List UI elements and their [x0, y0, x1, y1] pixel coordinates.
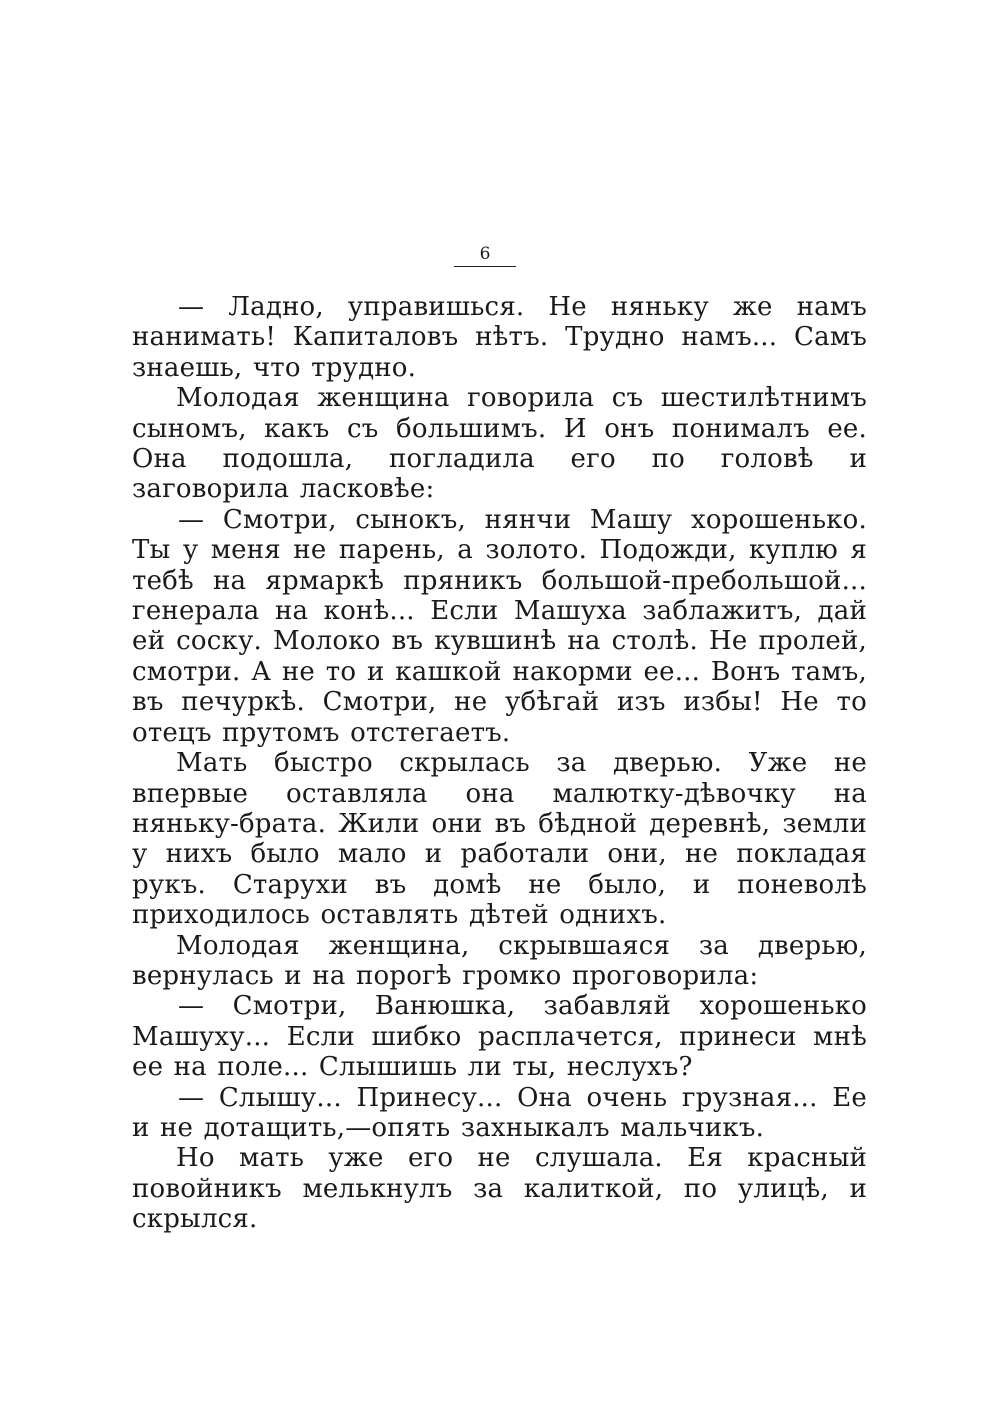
paragraph-8: Но мать уже его не слушала. Ея красный повойникъ мелькнулъ за калиткой, по улицѣ, и скрылся.: [132, 1143, 867, 1235]
paragraph-3: — Смотри, сынокъ, нянчи Машу хорошенько. Ты у меня не парень, а золото. Подожди, куплю я тебѣ на ярмаркѣ пряникъ большой-пребольшой... генерала на конѣ... Если Машуха заблажитъ, дай ей соску. Молоко въ кувшинѣ на столѣ. Не пролей, смотри. А не то и кашкой накорми ее... Вонъ тамъ, въ печуркѣ. Смотри, не убѣгай изъ избы! Не то отецъ прутомъ отстегаетъ.: [132, 504, 867, 748]
paragraph-4: Мать быстро скрылась за дверью. Уже не впервые оставляла она малютку-дѣвочку на няньку-брата. Жили они въ бѣдной деревнѣ, земли у нихъ было мало и работали они, не покладая рукъ. Старухи въ домѣ не было, и поневолѣ приходилось оставлять дѣтей однихъ.: [132, 748, 867, 931]
page-number-rule: [454, 266, 516, 267]
paragraph-6: — Смотри, Ванюшка, забавляй хорошенько Машуху... Если шибко расплачется, принеси мнѣ ее на поле... Слышишь ли ты, неслухъ?: [132, 991, 867, 1083]
page-number: 6: [479, 244, 491, 264]
paragraph-7: — Слышу... Принесу... Она очень грузная... Ее и не дотащить,—опять захныкалъ мальчикъ.: [132, 1082, 867, 1143]
page-number-header: [450, 244, 520, 267]
body-text: [132, 292, 867, 1235]
paragraph-5: Молодая женщина, скрывшаяся за дверью, вернулась и на порогѣ громко проговорила:: [132, 930, 867, 991]
paragraph-1: — Ладно, управишься. Не няньку же намъ нанимать! Капиталовъ нѣтъ. Трудно намъ... Самъ знаешь, что трудно.: [132, 292, 867, 383]
paragraph-2: Молодая женщина говорила съ шестилѣтнимъ сыномъ, какъ съ большимъ. И онъ понималъ ее. Она подошла, погладила его по головѣ и заговорила ласковѣе:: [132, 383, 867, 505]
